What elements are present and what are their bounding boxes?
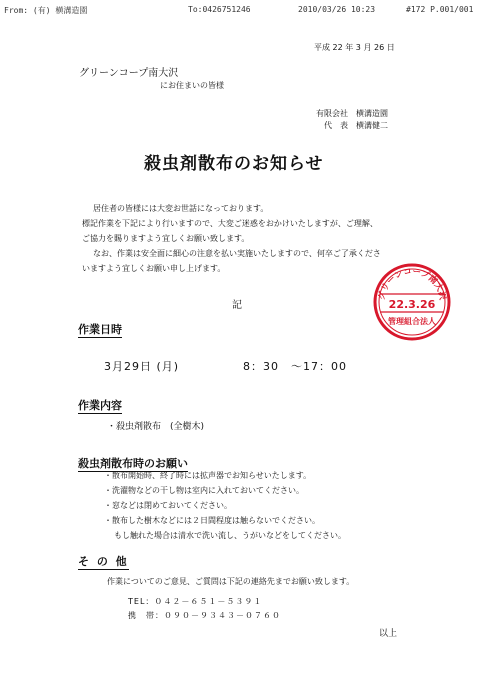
fax-from: From: (有) 横溝造園: [4, 6, 88, 15]
intro-line-3: ご協力を賜りますよう宜しくお願い致します。: [82, 234, 250, 243]
contact-tel: TEL：０４２－６５１－５３９１: [128, 597, 263, 606]
schedule-heading: 作業日時: [78, 323, 122, 336]
seal-date-text: 22.3.26: [388, 298, 436, 311]
intro-line-2: 標記作業を下記により行いますので、大変ご迷惑をおかけいたしますが、ご理解、: [82, 219, 378, 228]
request-item-5: もし触れた場合は清水で洗い流し、うがいなどをしてください。: [114, 531, 346, 540]
request-heading: 殺虫剤散布時のお願い: [78, 457, 188, 470]
fax-datetime: 2010/03/26 10:23: [298, 5, 376, 14]
fax-page: #172 P.001/001: [406, 5, 474, 14]
work-item: ・殺虫剤散布 (全樹木): [107, 422, 205, 432]
notice-title: 殺虫剤散布のお知らせ: [144, 154, 324, 174]
seal-bottom-text: 管理組合法人: [388, 317, 436, 326]
contact-mobile: 携 帯：０９０－９３４３－０７６０: [128, 611, 281, 620]
request-item-3: ・窓などは閉めておいてください。: [104, 501, 232, 510]
other-text: 作業についてのご意見、ご質問は下記の連絡先までお願い致します。: [107, 577, 355, 586]
document-date: 平成 22 年 3 月 26 日: [314, 43, 395, 52]
work-heading: 作業内容: [78, 399, 122, 412]
request-item-4: ・散布した樹木などには２日間程度は触らないでください。: [104, 516, 320, 525]
other-heading: そ の 他: [78, 555, 129, 568]
intro-line-4: なお、作業は安全面に細心の注意を払い実施いたしますので、何卒ご了承くださ: [93, 249, 381, 258]
seal-top-text: グリーンコープ南大沢: [376, 266, 448, 301]
seal-stamp-graphic: [372, 262, 452, 342]
seal-stamp: [372, 262, 452, 342]
sender-representative: 代 表 横溝健二: [324, 121, 388, 130]
recipient-org: グリーンコープ南大沢: [79, 68, 179, 79]
sender-company: 有限会社 横溝造園: [316, 109, 388, 118]
intro-line-1: 居住者の皆様には大変お世話になっております。: [93, 204, 269, 213]
intro-line-5: いますよう宜しくお願い申し上げます。: [82, 264, 226, 273]
recipient-sub: にお住まいの皆様: [160, 81, 224, 90]
schedule-time: 8：30 ～17：00: [243, 360, 347, 373]
fax-to: To:0426751246: [188, 5, 251, 14]
schedule-date: 3月29日 (月): [104, 360, 180, 373]
closing-mark: 以上: [379, 629, 398, 639]
request-item-1: ・散布開始時、終了時には拡声器でお知らせいたします。: [104, 471, 312, 480]
request-item-2: ・洗濯物などの干し物は室内に入れておいてください。: [104, 486, 304, 495]
ki-mark: 記: [232, 300, 242, 311]
